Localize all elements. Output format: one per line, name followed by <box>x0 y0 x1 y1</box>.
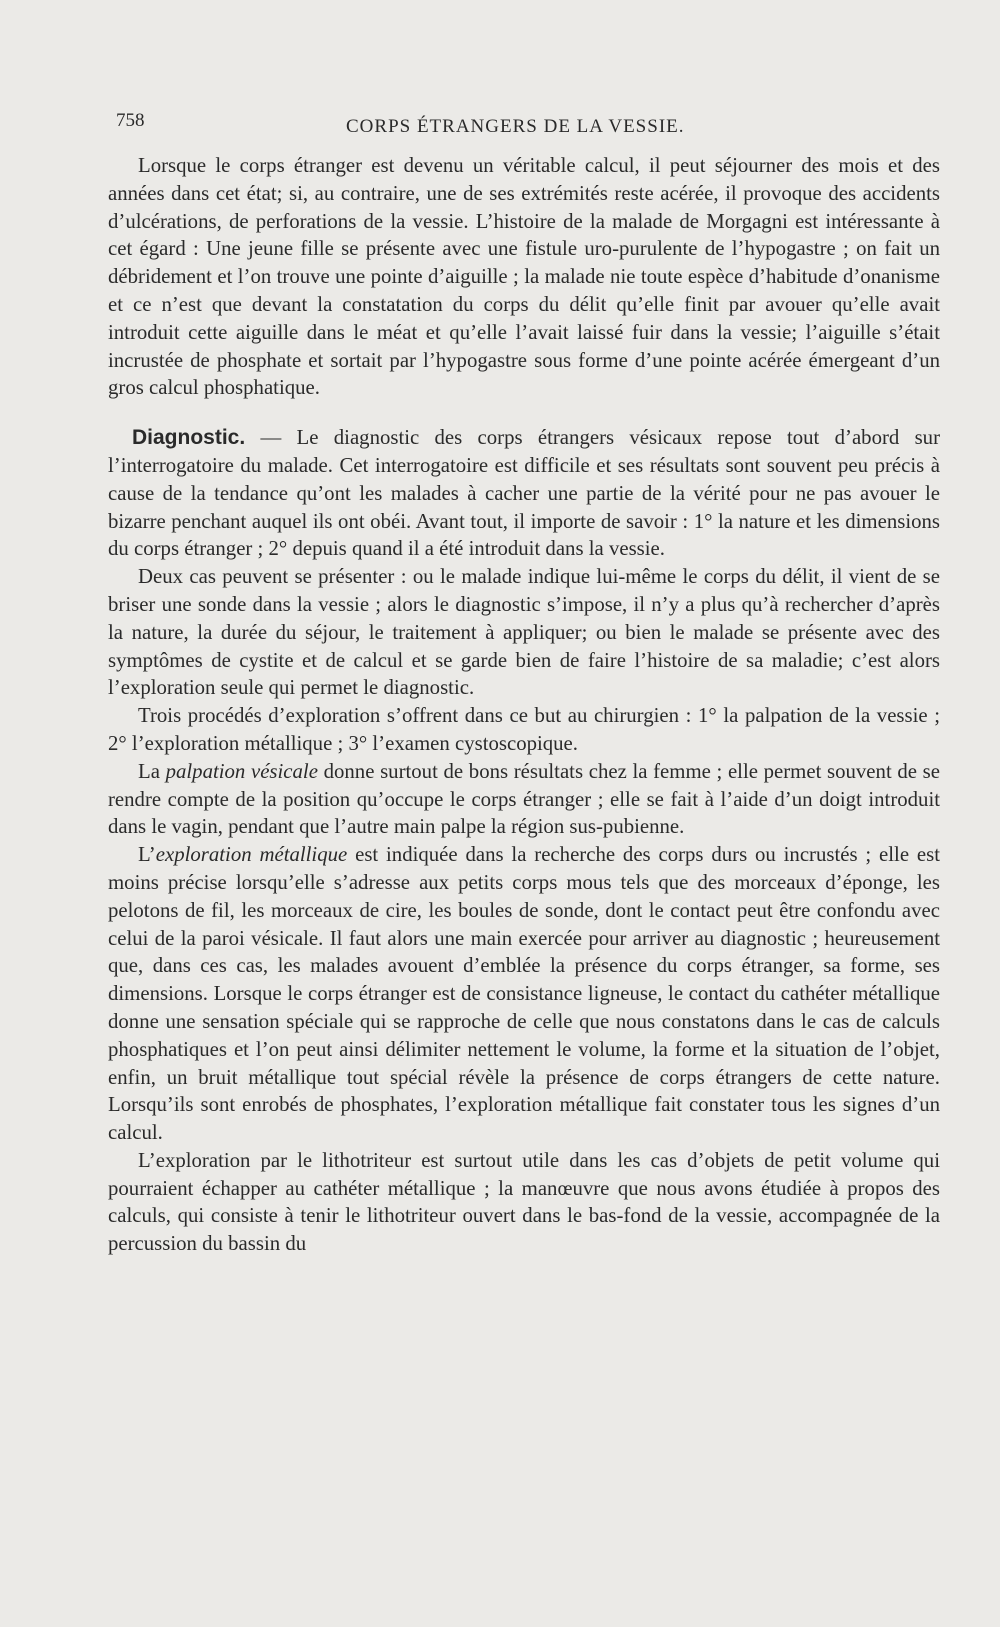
running-title: CORPS ÉTRANGERS DE LA VESSIE. <box>346 116 685 137</box>
paragraph-morgagni-case: Lorsque le corps étranger est devenu un véritable calcul, il peut séjourner des mois et des années dans cet état; si, au contraire, une de ses extrémités reste acérée, il provoque des accidents d’ulcérations, de perforations de la vessie. L’histoire de la malade de Morgagni est intéressante à cet égard : Une jeune fille se présente avec une fistule uro-purulente de l’hypogastre ; on fait un débridement et l’on trouve une pointe d’aiguille ; la malade nie toute espèce d’habitude d’onanisme et ce n’est que devant la constatation du corps du délit qu’elle finit par avouer qu’elle avait introduit cette aiguille dans le méat et qu’elle l’avait laissé fuir dans la vessie; l’aiguille s’était incrustée de phosphate et sortait par l’hypogastre sous forme d’une pointe acérée émergeant d’un gros calcul phosphatique. <box>108 154 940 400</box>
section-heading-diagnostic: Diagnostic. <box>132 426 246 450</box>
text-segment: est indiquée dans la recherche des corps durs ou incrustés ; elle est moins précise lorsqu’elle s’adresse aux petits corps mous tels que des morceaux d’éponge, les pelotons de fil, les morceaux de cire, les boules de sonde, dont le contact peut être confondu avec celui de la paroi vésicale. Il faut alors une main exercée pour arriver au diagnostic ; heureusement que, dans ces cas, les malades avouent d’emblée la présence du corps étranger, sa forme, ses dimensions. Lorsque le corps étranger est de consistance ligneuse, le contact du cathéter métallique donne une sensation spéciale qui se rapproche de celle que nous constatons dans le cas de calculs phosphatiques et l’on peut ainsi délimiter nettement le volume, la forme et la situation de l’objet, enfin, un bruit métallique tout spécial révèle la présence de corps étrangers de cette nature. Lorsqu’ils sont enrobés de phosphates, l’exploration métallique fait constater tous les signes d’un calcul. <box>108 843 940 1145</box>
paragraph-three-procedures: Trois procédés d’exploration s’offrent dans ce but au chirurgien : 1° la palpation de la vessie ; 2° l’exploration métallique ; 3° l’examen cystoscopique. <box>108 704 940 755</box>
page-header <box>116 110 926 136</box>
italic-term-palpation: palpation vésicale <box>165 759 318 783</box>
text-segment: L’ <box>138 843 156 867</box>
italic-term-exploration: exploration métallique <box>155 843 348 867</box>
paragraph-vesical-palpation <box>108 758 940 841</box>
paragraph-metallic-exploration <box>108 841 940 1147</box>
text-segment: La <box>138 759 166 783</box>
page-number: 758 <box>116 110 145 131</box>
paragraph-diagnostic-text: — Le diagnostic des corps étrangers vésicaux repose tout d’abord sur l’interrogatoire du malade. Cet interrogatoire est difficile et ses résultats sont souvent peu précis à cause de la tendance qu’ont les malades à cacher une partie de la vérité pour ne pas avouer le bizarre penchant auquel ils ont obéi. Avant tout, il importe de savoir : 1° la nature et les dimensions du corps étranger ; 2° depuis quand il a été introduit dans la vessie. <box>108 426 940 561</box>
page-body <box>108 152 940 1258</box>
paragraph-two-cases: Deux cas peuvent se présenter : ou le malade indique lui-même le corps du délit, il vient de se briser une sonde dans la vessie ; alors le diagnostic s’impose, il n’y a plus qu’à rechercher d’après la nature, la durée du séjour, le traitement à appliquer; ou bien le malade se présente avec des symptômes de cystite et de calcul et se garde bien de faire l’histoire de sa maladie; c’est alors l’exploration seule qui permet le diagnostic. <box>108 565 940 700</box>
paragraph-diagnostic <box>108 424 940 563</box>
paragraph-lithotriteur: L’exploration par le lithotriteur est surtout utile dans les cas d’objets de petit volume qui pourraient échapper au cathéter métallique ; la manœuvre que nous avons étudiée à propos des calculs, qui consiste à tenir le lithotriteur ouvert dans le bas-fond de la vessie, accompagnée de la percussion du bassin du <box>108 1148 940 1256</box>
text-segment: donne surtout de bons résultats chez la femme ; elle permet souvent de se rendre compte de la position qu’occupe le corps étranger ; elle se fait à l’aide d’un doigt introduit dans le vagin, pendant que l’autre main palpe la région sus-pubienne. <box>108 759 940 839</box>
